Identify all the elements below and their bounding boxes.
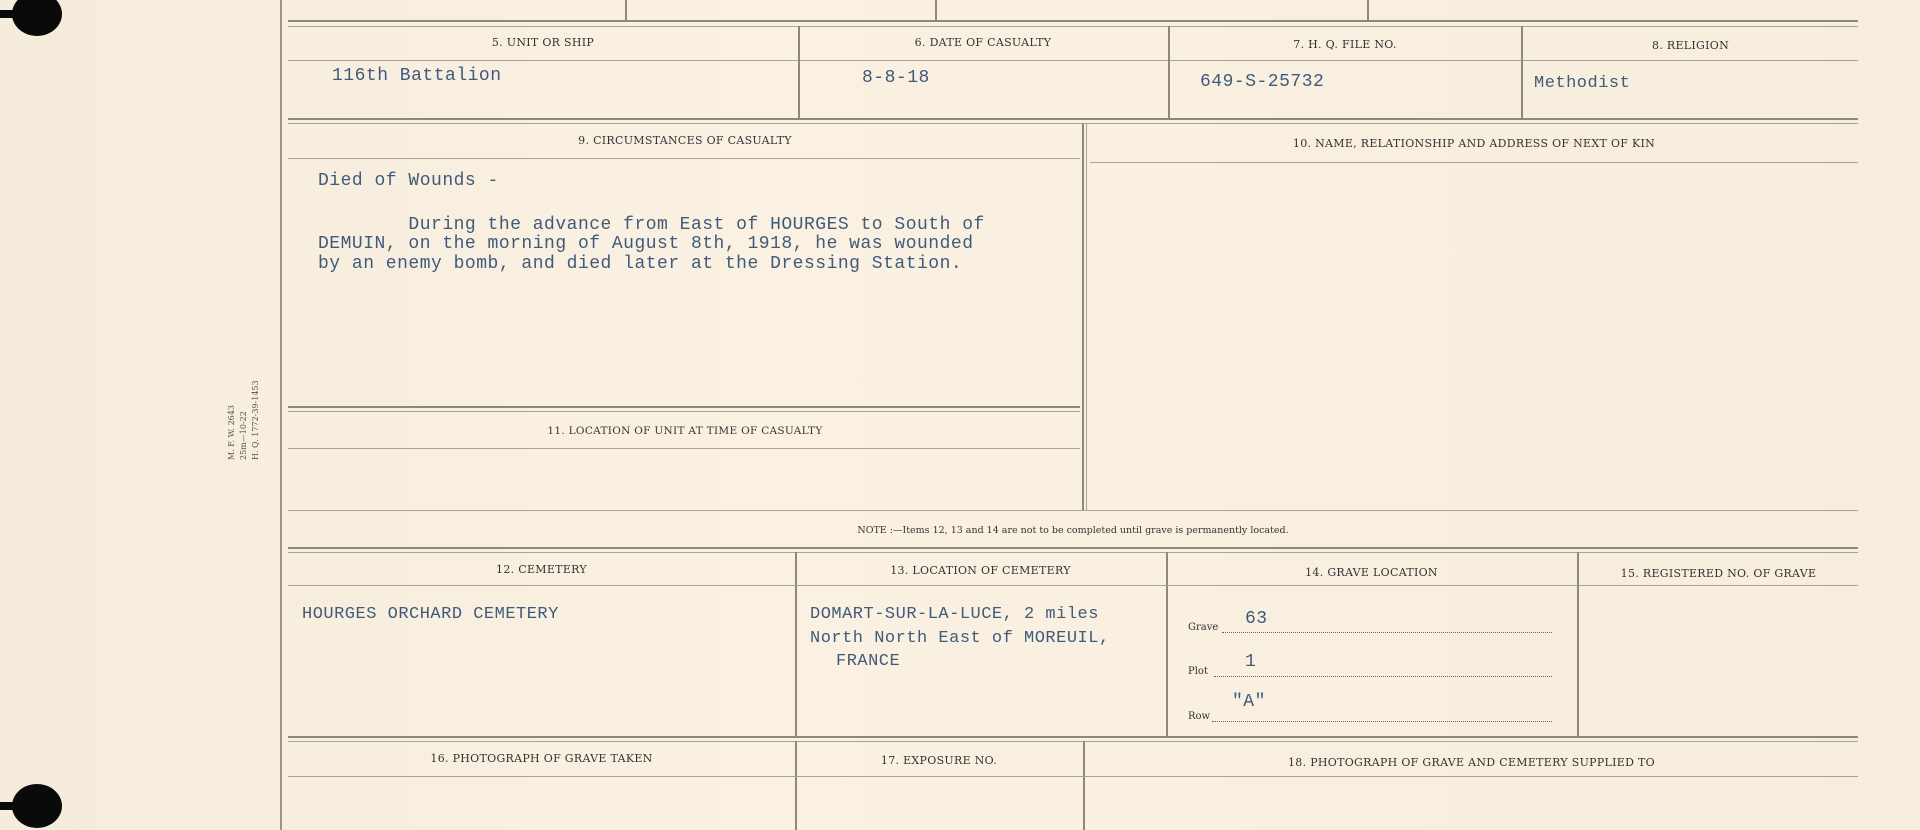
photograph-taken-label: 16. PHOTOGRAPH OF GRAVE TAKEN — [430, 752, 653, 765]
rule — [288, 406, 1080, 408]
circumstances-label: 9. CIRCUMSTANCES OF CASUALTY — [578, 134, 792, 147]
rule — [288, 776, 1858, 777]
rule — [1090, 162, 1858, 163]
circumstances-line-3: DEMUIN, on the morning of August 8th, 1918, he was wounded — [318, 234, 974, 254]
rule — [288, 20, 1858, 22]
divider — [1083, 741, 1085, 830]
unit-value: 116th Battalion — [332, 66, 502, 86]
registered-no-label: 15. REGISTERED NO. OF GRAVE — [1620, 567, 1817, 580]
hq-file-label: 7. H. Q. FILE NO. — [1293, 38, 1397, 51]
location-of-unit-label: 11. LOCATION OF UNIT AT TIME OF CASUALTY — [547, 425, 823, 437]
circumstances-line-1: Died of Wounds - — [318, 171, 499, 191]
rule — [288, 26, 1858, 27]
cemetery-value: HOURGES ORCHARD CEMETERY — [302, 605, 559, 624]
binder-hole-bottom — [12, 784, 62, 828]
divider — [795, 552, 797, 736]
religion-label: 8. RELIGION — [1651, 39, 1730, 52]
row-word: Row — [1188, 711, 1211, 722]
unit-label: 5. UNIT OR SHIP — [491, 36, 595, 49]
rule — [288, 741, 1858, 742]
divider — [935, 0, 937, 20]
divider — [1082, 123, 1084, 511]
location-of-cemetery-line-1: DOMART-SUR-LA-LUCE, 2 miles — [810, 605, 1099, 624]
divider — [1166, 552, 1168, 736]
photograph-supplied-label: 18. PHOTOGRAPH OF GRAVE AND CEMETERY SUPPLIED TO — [1288, 756, 1655, 769]
location-of-cemetery-line-3: FRANCE — [836, 652, 901, 671]
rule — [288, 411, 1080, 412]
row-value: "A" — [1232, 692, 1266, 712]
hq-file-value: 649-S-25732 — [1200, 72, 1325, 92]
date-label: 6. DATE OF CASUALTY — [914, 36, 1052, 49]
grave-word: Grave — [1188, 622, 1219, 633]
rule — [288, 547, 1858, 549]
divider — [1367, 0, 1369, 20]
rule — [288, 736, 1858, 738]
rule — [288, 60, 1858, 61]
divider — [625, 0, 627, 20]
rule — [288, 118, 1858, 120]
rule — [288, 448, 1080, 449]
grave-location-label: 14. GRAVE LOCATION — [1305, 566, 1438, 579]
row-dotted-line — [1212, 721, 1552, 722]
plot-word: Plot — [1188, 666, 1208, 677]
form-reference-note: M. F. W. 2643 25m—10-22 H. Q. 1772-39-1453 — [227, 380, 260, 460]
divider — [1086, 123, 1087, 511]
plot-value: 1 — [1245, 652, 1257, 672]
rule — [288, 552, 1858, 553]
date-value: 8-8-18 — [862, 68, 930, 88]
religion-value: Methodist — [1534, 74, 1631, 93]
rule — [288, 123, 1858, 124]
plot-dotted-line — [1214, 676, 1552, 677]
exposure-no-label: 17. EXPOSURE NO. — [880, 754, 998, 767]
circumstances-line-2: During the advance from East of HOURGES to South of — [318, 215, 985, 235]
rule — [288, 585, 1858, 586]
note: NOTE :—Items 12, 13 and 14 are not to be completed until grave is permanently located. — [857, 525, 1289, 536]
next-of-kin-label: 10. NAME, RELATIONSHIP AND ADDRESS OF NEXT OF KIN — [1292, 137, 1656, 150]
circumstances-line-4: by an enemy bomb, and died later at the Dressing Station. — [318, 254, 963, 274]
grave-value: 63 — [1245, 609, 1268, 629]
rule — [288, 510, 1858, 511]
cemetery-label: 12. CEMETERY — [496, 563, 587, 576]
location-of-cemetery-label: 13. LOCATION OF CEMETERY — [890, 564, 1071, 577]
grave-dotted-line — [1222, 632, 1552, 633]
rule — [288, 158, 1080, 159]
location-of-cemetery-line-2: North North East of MOREUIL, — [810, 629, 1110, 648]
margin-rule — [280, 0, 282, 830]
